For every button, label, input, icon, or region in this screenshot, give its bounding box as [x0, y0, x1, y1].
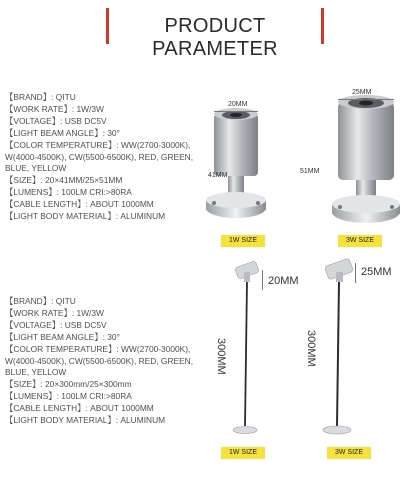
- spec-row: 【SIZE】: 20×300mm/25×300mm: [5, 379, 132, 390]
- spec-row: 【CABLE LENGTH】: ABOUT 1000MM: [5, 403, 154, 414]
- large-spotlight-image: [332, 95, 400, 223]
- small-spotlight-image: [206, 108, 266, 218]
- spec-row: 【LIGHT BEAM ANGLE】: 30°: [5, 127, 120, 138]
- size-tag-1w: 1W SIZE: [221, 235, 265, 247]
- large-gooseneck-image: [323, 258, 354, 434]
- large-head-line: [355, 263, 356, 283]
- small-height-label: 41MM: [208, 172, 228, 179]
- small-head-label: 20MM: [268, 275, 299, 287]
- spec-row: 【SIZE】: 20×41MM/25×51MM: [5, 175, 123, 186]
- large-width-line: [338, 99, 394, 100]
- small-width-line: [214, 111, 258, 112]
- page-header: [106, 8, 324, 60]
- spec-row: 【LIGHT BEAM ANGLE】: 30°: [5, 331, 120, 342]
- spec-row: 【VOLTAGE】: USB DC5V: [5, 319, 107, 330]
- small-head-line: [262, 270, 263, 290]
- spec-row: 【COLOR TEMPERATURE】: WW(2700-3000K), W(4000-4500K), CW(5500-6500K), RED, GREEN, BLUE, YELLOW: [5, 139, 194, 174]
- size-tag-1w-2: 1W SIZE: [221, 447, 265, 459]
- size-tag-3w-2: 3W SIZE: [327, 447, 371, 459]
- small-height-label-2: 300MM: [215, 338, 227, 375]
- spec-list-1: [5, 92, 215, 223]
- small-gooseneck-image: [233, 261, 259, 434]
- spec-row: 【WORK RATE】: 1W/3W: [5, 103, 104, 114]
- spec-row: 【COLOR TEMPERATURE】: WW(2700-3000K), W(4000-4500K), CW(5500-6500K), RED, GREEN, BLUE, YELLOW: [5, 343, 194, 378]
- spec-row: 【VOLTAGE】: USB DC5V: [5, 115, 107, 126]
- spec-row: 【LUMENS】: 100LM CRI:>80RA: [5, 187, 132, 198]
- spec-row: 【WORK RATE】: 1W/3W: [5, 307, 104, 318]
- spec-row: 【LIGHT BODY MATERIAL】: ALUMINUM: [5, 211, 166, 222]
- spec-row: 【LUMENS】: 100LM CRI:>80RA: [5, 391, 132, 402]
- large-height-label: 51MM: [300, 168, 320, 175]
- header-right-bar: [321, 8, 324, 44]
- page-title: PRODUCT PARAMETER: [152, 15, 278, 60]
- spec-row: 【BRAND】: QITU: [5, 92, 76, 102]
- large-head-label: 25MM: [361, 266, 392, 278]
- large-width-label: 25MM: [352, 89, 372, 96]
- large-height-label-2: 300MM: [305, 330, 317, 367]
- spec-row: 【CABLE LENGTH】: ABOUT 1000MM: [5, 199, 154, 210]
- size-tag-3w: 3W SIZE: [338, 235, 382, 247]
- spec-row: 【LIGHT BODY MATERIAL】: ALUMINUM: [5, 415, 166, 426]
- spec-list-2: [5, 296, 215, 427]
- small-width-label: 20MM: [228, 101, 248, 108]
- spec-row: 【BRAND】: QITU: [5, 296, 76, 306]
